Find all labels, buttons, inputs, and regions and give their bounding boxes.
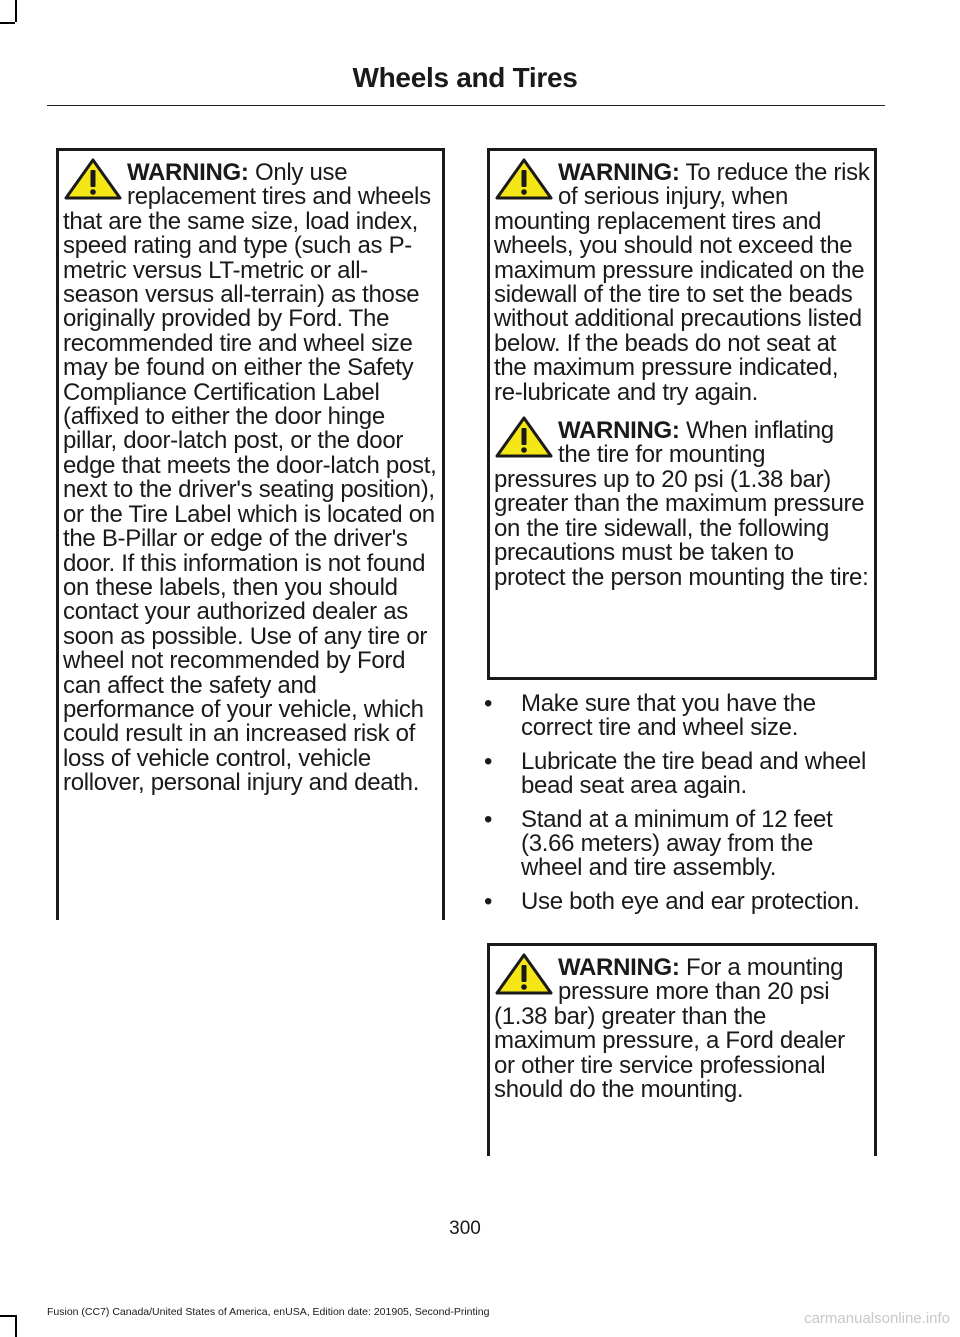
watermark: carmanualsonline.info: [804, 1310, 950, 1327]
warning-label: WARNING:: [558, 417, 680, 445]
page-title: Wheels and Tires: [352, 62, 578, 93]
list-item-text: Stand at a minimum of 12 feet (3.66 meters) away from the wheel and tire assembly.: [521, 805, 833, 882]
warning-box-dealer-mounting: [487, 943, 877, 1156]
warning-triangle-icon: [63, 157, 123, 201]
list-item: [478, 805, 878, 882]
warning-paragraph: [494, 161, 870, 405]
crop-mark: [0, 22, 15, 24]
warning-paragraph: [63, 161, 438, 796]
crop-mark: [15, 0, 17, 22]
crop-mark: [0, 1315, 15, 1317]
list-item: [478, 747, 878, 800]
warning-paragraph: [494, 419, 870, 590]
bullet-icon: •: [484, 690, 493, 717]
warning-label: WARNING:: [558, 159, 680, 186]
list-item: [478, 692, 878, 741]
warning-label: WARNING:: [558, 954, 680, 981]
list-item-text: Make sure that you have the correct tire and wheel size.: [521, 690, 816, 742]
bullet-icon: •: [484, 887, 493, 915]
warning-text: Only use replacement tires and wheels that are the same size, load index, speed rating and type (such as P-metric versus LT-metric or all-season versus all-terrain) as those originally provided by Ford. The recommended tire and wheel size may be found on either the Safety Compliance Certification Label (affixed to either the door hinge pillar, door-latch post, or the door edge that meets the door-latch post, next to the driver's seating position), or the Tire Label which is located on the B-Pillar or edge of the driver's door. If this information is not found on these labels, then you should contact your authorized dealer as soon as possible. Use of any tire or wheel not recommended by Ford can affect the safety and performance of your vehicle, which could result in an increased risk of loss of vehicle control, vehicle rollover, personal injury and death.: [63, 159, 437, 797]
page-number: 300: [449, 1218, 481, 1239]
warning-box-mounting-pressure: [487, 148, 877, 680]
warning-label: WARNING:: [127, 159, 249, 186]
header-divider: [47, 105, 885, 106]
warning-box-replacement-tires: [56, 148, 445, 920]
warning-triangle-icon: [494, 952, 554, 996]
warning-triangle-icon: [494, 157, 554, 201]
list-item-text: Lubricate the tire bead and wheel bead seat area again.: [521, 747, 867, 800]
warning-text: When inflating the tire for mounting pressures up to 20 psi (1.38 bar) greater than the maximum pressure on the tire sidewall, the following precautions must be taken to protect the person mounting the tire:: [494, 417, 869, 591]
list-item-text: Use both eye and ear protection.: [521, 887, 860, 915]
precautions-list: [478, 692, 878, 923]
bullet-icon: •: [484, 805, 493, 833]
warning-paragraph: [494, 956, 870, 1102]
edition-footer: Fusion (CC7) Canada/United States of America, enUSA, Edition date: 201905, Second-Printing: [47, 1306, 490, 1318]
crop-mark: [15, 1315, 17, 1337]
warning-text: To reduce the risk of serious injury, when mounting replacement tires and wheels, you should not exceed the maximum pressure indicated on the sidewall of the tire to set the beads without additional precautions listed below. If the beads do not seat at the maximum pressure indicated, re-lubricate and try again.: [494, 159, 870, 406]
list-item: [478, 887, 878, 915]
warning-text: For a mounting pressure more than 20 psi (1.38 bar) greater than the maximum pressure, a Ford dealer or other tire service professional should do the mounting.: [494, 954, 845, 1104]
bullet-icon: •: [484, 747, 493, 775]
warning-triangle-icon: [494, 415, 554, 459]
